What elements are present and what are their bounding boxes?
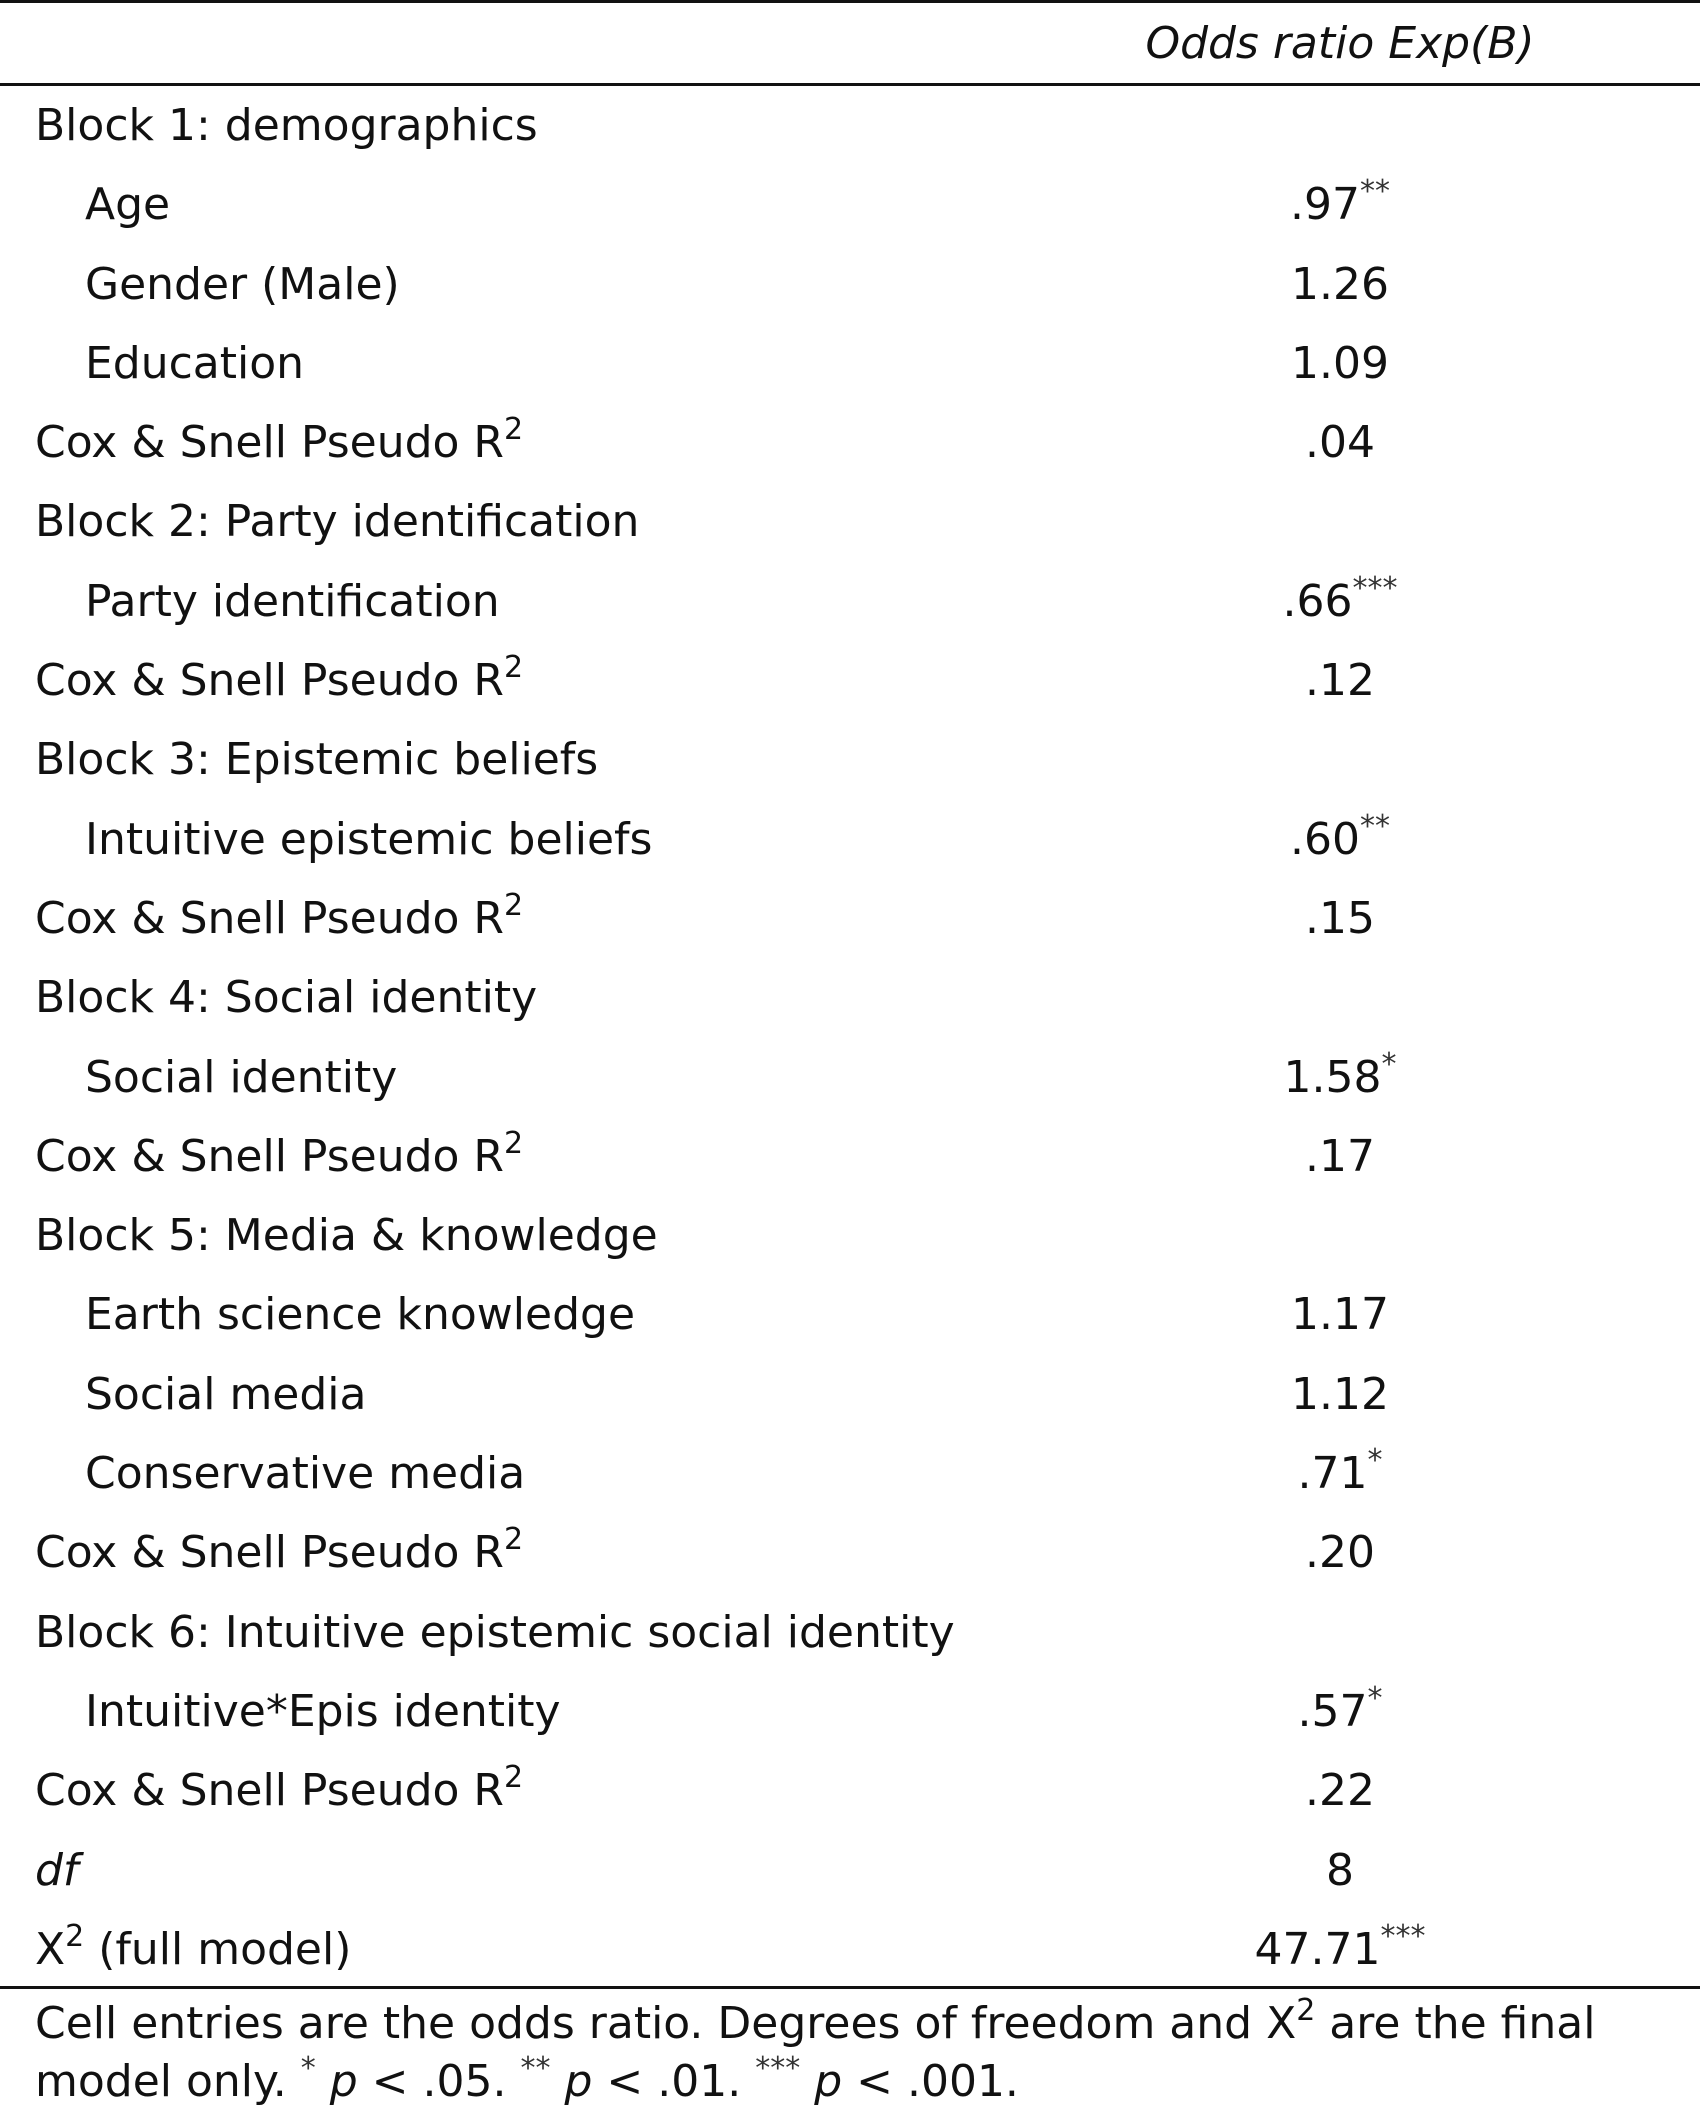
row-label [85, 330, 304, 398]
significance-marker: *** [1380, 1918, 1426, 1954]
row-label-text: Block 1: demographics [35, 100, 538, 151]
significance-marker: *** [1352, 570, 1398, 606]
row-label-text: Age [85, 179, 171, 231]
row-value [1080, 1678, 1600, 1746]
note-threshold: < .05. [357, 2056, 521, 2107]
note-p: p [800, 2056, 843, 2107]
row-label-text: Block 4: Social identity [35, 972, 538, 1024]
row-label [35, 1757, 523, 1825]
row-label-superscript: 2 [503, 1125, 524, 1161]
note-p: p [315, 2056, 358, 2107]
significance-marker: * [1381, 1046, 1397, 1082]
note-threshold: < .01. [592, 2056, 756, 2107]
row-value [1080, 409, 1600, 477]
odds-ratio-value: 8 [1326, 1844, 1354, 1896]
table-row [0, 1837, 1700, 1916]
significance-marker: ** [1359, 174, 1390, 210]
odds-ratio-value: .57 [1297, 1685, 1368, 1737]
row-label-text: Social media [85, 1368, 367, 1420]
odds-ratio-value: .12 [1305, 655, 1375, 707]
note-text: Cell entries are the odds ratio. Degrees of freedom and X [35, 1998, 1297, 2049]
odds-ratio-value: 1.09 [1291, 337, 1389, 389]
odds-ratio-value: .60 [1290, 813, 1360, 865]
row-value [1080, 1837, 1600, 1905]
significance-marker: ** [1359, 808, 1390, 844]
row-label [35, 1837, 78, 1905]
row-label-text: Cox & Snell Pseudo R [35, 1130, 504, 1182]
table-row [0, 1757, 1700, 1836]
odds-ratio-value: .17 [1305, 1130, 1375, 1182]
row-label [85, 806, 652, 874]
row-label-text: Party identification [85, 575, 500, 627]
row-value [1080, 885, 1600, 953]
table-row [0, 1202, 1700, 1281]
row-value [1080, 1361, 1600, 1429]
row-value [1080, 1757, 1600, 1825]
row-label-superscript: 2 [503, 412, 524, 448]
odds-ratio-value: 1.26 [1291, 258, 1389, 310]
note-sig-marker: ** [520, 2051, 551, 2086]
table-row [0, 1440, 1700, 1519]
row-label-text: Education [85, 337, 305, 389]
row-label-text: Conservative media [85, 1448, 526, 1500]
row-label-text: Intuitive epistemic beliefs [85, 813, 653, 865]
significance-marker: * [1367, 1680, 1383, 1716]
table-body [0, 92, 1700, 1995]
row-label-text: Cox & Snell Pseudo R [35, 655, 504, 707]
row-label [35, 964, 537, 1032]
table-row [0, 330, 1700, 409]
significance-marker: * [1367, 1443, 1383, 1479]
note-text: model only. [35, 2056, 301, 2107]
odds-ratio-value: 1.58 [1283, 1051, 1382, 1103]
table-row [0, 1678, 1700, 1757]
table-row [0, 1361, 1700, 1440]
row-label-text: Block 3: Epistemic beliefs [35, 734, 599, 786]
table-row [0, 964, 1700, 1043]
odds-ratio-value: .97 [1290, 179, 1360, 231]
row-label-text: Block 2: Party identification [35, 496, 640, 548]
row-value [1080, 568, 1600, 636]
row-label-text: Gender (Male) [85, 258, 400, 310]
row-value [1080, 1916, 1600, 1984]
table-note [35, 1995, 1665, 2111]
row-label-superscript: 2 [503, 1522, 524, 1558]
header-rule [0, 83, 1700, 86]
row-value [1080, 330, 1600, 398]
table-row [0, 726, 1700, 805]
row-label [85, 251, 400, 319]
row-label [85, 1440, 525, 1508]
row-label-text: Cox & Snell Pseudo R [35, 417, 504, 469]
note-superscript: 2 [1296, 1993, 1316, 2028]
table-row [0, 488, 1700, 567]
row-label [35, 726, 598, 794]
row-label-text: X [35, 1923, 66, 1975]
table-row [0, 1519, 1700, 1598]
odds-ratio-value: .22 [1305, 1765, 1375, 1817]
note-sig-marker: *** [755, 2051, 801, 2086]
note-p: p [550, 2056, 593, 2107]
table-row [0, 409, 1700, 488]
odds-ratio-value: .04 [1305, 417, 1375, 469]
row-label-text: df [35, 1844, 79, 1896]
row-label-text: Block 6: Intuitive epistemic social identity [35, 1606, 955, 1658]
row-label [35, 1123, 523, 1191]
odds-ratio-value: 1.17 [1291, 1289, 1389, 1341]
table-row [0, 1281, 1700, 1360]
row-label [35, 488, 639, 556]
table-row [0, 92, 1700, 171]
row-label-superscript: 2 [503, 650, 524, 686]
row-label-text: Earth science knowledge [85, 1289, 636, 1341]
table-row [0, 647, 1700, 726]
odds-ratio-value: 1.12 [1291, 1368, 1389, 1420]
odds-ratio-value: .15 [1305, 892, 1375, 944]
row-label [35, 409, 523, 477]
row-label-suffix: (full model) [84, 1923, 352, 1975]
row-label-superscript: 2 [503, 1760, 524, 1796]
row-value [1080, 806, 1600, 874]
odds-ratio-value: 47.71 [1254, 1923, 1381, 1975]
row-value [1080, 1044, 1600, 1112]
row-value [1080, 251, 1600, 319]
row-label [85, 568, 500, 636]
row-label-text: Cox & Snell Pseudo R [35, 1765, 504, 1817]
table-row [0, 1599, 1700, 1678]
row-value [1080, 1281, 1600, 1349]
row-label-superscript: 2 [503, 887, 524, 923]
row-label [85, 171, 170, 239]
row-value [1080, 171, 1600, 239]
table-row [0, 1044, 1700, 1123]
row-label [85, 1044, 397, 1112]
row-label [35, 1916, 351, 1984]
table-row [0, 568, 1700, 647]
row-value [1080, 1519, 1600, 1587]
row-value [1080, 647, 1600, 715]
row-label-text: Intuitive*Epis identity [85, 1685, 561, 1737]
column-header-odds-ratio: Odds ratio Exp(B) [1145, 18, 1535, 69]
row-label [35, 647, 523, 715]
odds-ratio-value: .20 [1305, 1527, 1375, 1579]
row-value [1080, 1440, 1600, 1508]
table-row [0, 1123, 1700, 1202]
row-label-superscript: 2 [65, 1918, 85, 1954]
row-label-text: Social identity [85, 1051, 398, 1103]
odds-ratio-value: .71 [1297, 1448, 1368, 1500]
odds-ratio-value: .66 [1282, 575, 1353, 627]
note-sig-marker: * [300, 2051, 316, 2086]
table-row [0, 1916, 1700, 1995]
row-value [1080, 1123, 1600, 1191]
table-top-rule [0, 0, 1700, 3]
note-text: are the final [1315, 1998, 1596, 2049]
note-threshold: < .001. [842, 2056, 1019, 2107]
row-label-text: Cox & Snell Pseudo R [35, 1527, 504, 1579]
row-label [85, 1678, 561, 1746]
table-row [0, 885, 1700, 964]
table-row [0, 251, 1700, 330]
row-label-text: Cox & Snell Pseudo R [35, 892, 504, 944]
row-label [85, 1361, 367, 1429]
table-bottom-rule [0, 1986, 1700, 1989]
table-row [0, 806, 1700, 885]
row-label-text: Block 5: Media & knowledge [35, 1210, 658, 1262]
row-label [85, 1281, 635, 1349]
row-label [35, 1519, 523, 1587]
row-label [35, 92, 538, 160]
row-label [35, 1202, 658, 1270]
table-row [0, 171, 1700, 250]
row-label [35, 885, 523, 953]
row-label [35, 1599, 955, 1667]
